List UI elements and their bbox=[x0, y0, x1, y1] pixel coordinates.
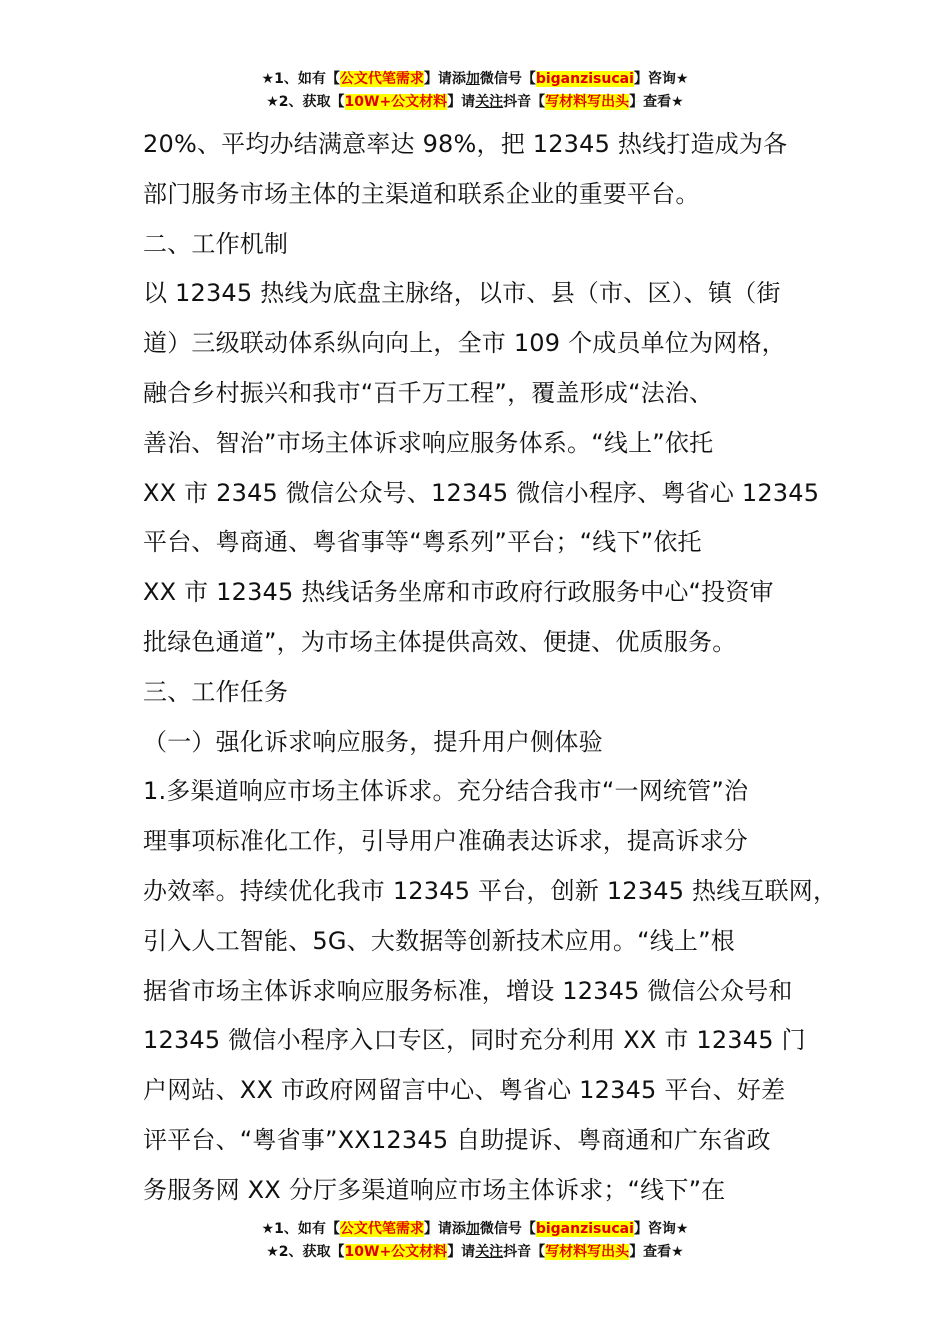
subsection-heading: （一）强化诉求响应服务，提升用户侧体验 bbox=[143, 727, 603, 756]
promo-highlight: biganzisucai bbox=[535, 1221, 634, 1237]
body-line: 1.多渠道响应市场主体诉求。充分结合我市“一网统管”治 bbox=[143, 777, 749, 806]
promo-line-2 bbox=[0, 1241, 950, 1264]
promo-text: 】查看★ bbox=[629, 94, 684, 110]
body-line: 善治、智治”市场主体诉求响应服务体系。“线上”依托 bbox=[143, 428, 714, 457]
body-line: 引入人工智能、5G、大数据等创新技术应用。“线上”根 bbox=[143, 926, 735, 955]
body-line: XX 市 2345 微信公众号、12345 微信小程序、粤省心 12345 bbox=[143, 478, 820, 507]
body-line: XX 市 12345 热线话务坐席和市政府行政服务中心“投资审 bbox=[143, 578, 774, 607]
body-line: 据省市场主体诉求响应服务标准，增设 12345 微信公众号和 bbox=[143, 976, 793, 1005]
body-line: 户网站、XX 市政府网留言中心、粤省心 12345 平台、好差 bbox=[143, 1076, 786, 1105]
promo-text: 】请添 bbox=[423, 1221, 466, 1237]
promo-text: 微信号【 bbox=[479, 71, 536, 87]
promo-text: 】查看★ bbox=[629, 1244, 684, 1260]
body-line: 融合乡村振兴和我市“百千万工程”，覆盖形成“法治、 bbox=[143, 378, 714, 407]
body-line: 评平台、“粤省事”XX12345 自助提诉、粤商通和广东省政 bbox=[143, 1125, 771, 1154]
promo-text: ★1、如有【 bbox=[261, 1221, 340, 1237]
promo-line-2 bbox=[0, 91, 950, 114]
body-line: 以 12345 热线为底盘主脉络，以市、县（市、区）、镇（街 bbox=[143, 279, 781, 308]
promo-text: 】请添 bbox=[423, 71, 466, 87]
promo-highlight: 公文代笔需求 bbox=[339, 1221, 424, 1237]
promo-text: ★2、获取【 bbox=[266, 94, 345, 110]
promo-text: 抖音【 bbox=[503, 1244, 546, 1260]
promo-text: ★1、如有【 bbox=[261, 71, 340, 87]
promo-highlight: 写材料写出头 bbox=[545, 94, 630, 110]
body-line: 务服务网 XX 分厅多渠道响应市场主体诉求；“线下”在 bbox=[143, 1175, 726, 1204]
promo-highlight: 10W+公文材料 bbox=[344, 1244, 448, 1260]
promo-text: 】请 bbox=[447, 1244, 476, 1260]
promo-underlined: 关注 bbox=[475, 94, 504, 110]
promo-text: 抖音【 bbox=[503, 94, 546, 110]
document-body bbox=[143, 120, 843, 1216]
body-line: 办效率。持续优化我市 12345 平台，创新 12345 热线互联网， bbox=[143, 876, 838, 905]
promo-underlined: 加 bbox=[465, 71, 480, 87]
promo-underlined: 关注 bbox=[475, 1244, 504, 1260]
promo-text: 】咨询★ bbox=[633, 1221, 689, 1237]
body-line: 理事项标准化工作，引导用户准确表达诉求，提高诉求分 bbox=[143, 827, 748, 856]
body-line: 12345 微信小程序入口专区，同时充分利用 XX 市 12345 门 bbox=[143, 1026, 806, 1055]
section-heading: 三、工作任务 bbox=[143, 677, 289, 706]
promo-highlight: biganzisucai bbox=[535, 71, 634, 87]
section-heading: 二、工作机制 bbox=[143, 229, 289, 258]
promo-text: 】咨询★ bbox=[633, 71, 689, 87]
footer-promo-banner bbox=[0, 1218, 950, 1264]
promo-highlight: 写材料写出头 bbox=[545, 1244, 630, 1260]
body-line: 部门服务市场主体的主渠道和联系企业的重要平台。 bbox=[143, 179, 700, 208]
header-promo-banner bbox=[0, 68, 950, 114]
promo-text: 微信号【 bbox=[479, 1221, 536, 1237]
body-line: 平台、粤商通、粤省事等“粤系列”平台；“线下”依托 bbox=[143, 528, 702, 557]
promo-highlight: 公文代笔需求 bbox=[339, 71, 424, 87]
promo-underlined: 加 bbox=[465, 1221, 480, 1237]
promo-line-1 bbox=[0, 1218, 950, 1241]
body-line: 批绿色通道”，为市场主体提供高效、便捷、优质服务。 bbox=[143, 627, 737, 656]
promo-text: ★2、获取【 bbox=[266, 1244, 345, 1260]
body-line: 道）三级联动体系纵向向上，全市 109 个成员单位为网格， bbox=[143, 329, 786, 358]
body-line: 20%、平均办结满意率达 98%，把 12345 热线打造成为各 bbox=[143, 130, 788, 158]
promo-line-1 bbox=[0, 68, 950, 91]
promo-highlight: 10W+公文材料 bbox=[344, 94, 448, 110]
promo-text: 】请 bbox=[447, 94, 476, 110]
